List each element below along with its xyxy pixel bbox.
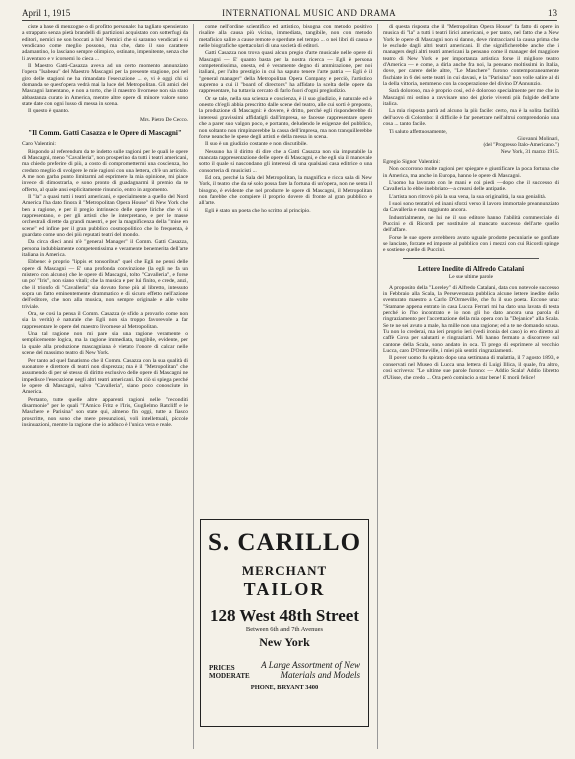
paragraph: L'artista non ritrovò più la sua vena, la sua originalità, la sua genialità. bbox=[389, 193, 547, 200]
column-3 bbox=[383, 24, 559, 749]
tailor-advertisement bbox=[200, 519, 369, 727]
paragraph: L'uomo ha lavorato con le mani e coi piedi —dopo che il successo di Cavalleria lo ebbe inebbriato—a crearsi delle antipatie. bbox=[383, 179, 559, 193]
paragraph: Ti saluto affettuosamente, bbox=[389, 128, 447, 135]
ad-cross-streets: Between 6th and 7th Avenues bbox=[245, 626, 324, 633]
paragraph: A proposito della "Loreley" di Alfredo Catalani, data con notevole successo in Febbraio alla Scala, la Perseveranza pubblica alcune lettere inedite dello sventurato maestro a Carlo D'Ormeville, che fu il suo poeta. Eccone una: "Stamane appena entrato in casa Lucca Ferrari mi ha dato una lavata di testa perché io l'ho incontrato e io non gli ho dato ancora una parola di ringraziamento per l'accettazione della mia opera con la "Dejanice" alla Scala. Se te ne sei avuto a male, ha mille non una ragione; ed a te ne domando scusa. Tu non lo crederai, ma ieri proprio ieri (vedi ironia del caso) io ero diretto al caffè Cova per salutarti e ringraziarti. Mi hanno fermato a discorrere sul cantone della Scala, sono andato in oca. Ti prego di esprimere al vecchio Lucca, caro D'Ormeville, i miei più sentiti ringraziamenti. bbox=[383, 284, 559, 355]
paragraph: Il questo è quanto. bbox=[28, 108, 70, 115]
paragraph: Da circa dieci anni n'è "general Manager" il Comm. Gatti Casazza, persona indubbiamente competentissima e veramente benemerita dell'arte italiana in America. bbox=[22, 239, 188, 258]
paragraph: Il Maestro Gatti-Casazza aveva ad un certo momento annunziato l'opera "Isabeau" del Maestro Mascagni per la presente stagione, poi nel giro delle stagioni ne ha rimandato l'esecuzione ... e, vi è oggi chi si domanda se quest'opera vedrà mai la luce del Metropolitan. Gli amici del Mascagni lamentano, e non a torto, che il maestro livornese non sia stato abbastanza curato in America, mentre altre opere di minore valore sono state date con ogni lusso di messa in scena. bbox=[22, 63, 188, 108]
paragraph: Gatti Casazza non trova quasi alcun pregio d'arte musicale nelle opere di Mascagni — E' quanto basta per la nostra ricerca — Egli è persona competentissima, onesta, ed è veramente degno di ammirazione, per noi italiani, per l'alto prestigio in cui ha saputo tenere l'arte patria — Egli è il "general manager" della Metropolitan Opera Company e perciò, l'artistico supremo a cui il "board of directors" ha affidato la scelta delle opere da rappresentare, ha tuttavia cercato di farlo fuori d'ogni pregiudizio. bbox=[199, 50, 372, 95]
paragraph: Una tal ragione non mi pare sia una ragione veramente o semplicemente logica, ma la ragione immediata, tangibile, evidente, per la quale alla produzione mascagniana è vietato l'onore di calcar nelle scene del massimo teatro di New York. bbox=[22, 331, 188, 357]
ad-city: New York bbox=[259, 635, 310, 649]
paragraph: Nessuno ha il diritto di dire che a Gatti Casazza non sia imputabile la mancata rappresentazione delle opere di Mascagni, e che egli sia il manovale sotto il quale si nascondano gli interessi di una qualsiasi casa editrice o una consorteria di musicisti ... bbox=[199, 148, 372, 174]
paragraph: Egli è stato un poeta che ho scritto al principio. bbox=[205, 207, 311, 214]
paragraph: Or se tale, nella sua scienza e coscienza, è il suo giudizio, è naturale ed è onesto ch'egli abbia prescritto dalle scene del teatro, alle cui sorti è preposto, la produzione di Mascagni: è dovere, è dritto, perché egli risponderebbe di interessi gravissimi affidatigli dall'impresa, se facesse rappresentare opere che a parer suo valgon poco, e portanto, deludendo le esigenze del pubblico, non soltanto non rimpinzerebbe la cassa dell'impresa, ma non tranquillerebbe forse neanche le spese degli artisti e della messa in scena. bbox=[199, 95, 372, 140]
ad-assortment: A Large Assortment of New Materials and Models bbox=[261, 660, 360, 680]
ad-street-address: 128 West 48th Street bbox=[209, 606, 360, 625]
divider bbox=[403, 258, 539, 259]
paragraph: Industrialmente, ne lui ne il suo editore hanno l'abilità commerciale di Puccini e di Ricordi per sostituire al mancato successo dell'arte quello dell'affare. bbox=[383, 214, 559, 234]
paragraph: ciste a base di menzogne o di profitto personale: ha tagliato spensierato a strappato senza pietà brandelli di partizioni acquistato con sotterfugi da editori, nemici ne son boccati a his! Nemici che si saranno vendicati e si vendicano come meglio possono, ma che, dato il suo carattere adamantino, lo lasciano sempre olimpico, ostinato, impenitente, senza che li aventuro e v icorsemi lo cieca ... bbox=[22, 24, 188, 62]
paragraph: Sarà doloroso, ma è proprio così, ed è doloroso specialmente per me che in Mascagni mi ostino a ravvisare uno dei glorie viventi più fulgide dell'arte italica. bbox=[383, 88, 559, 108]
ad-bottom-row bbox=[201, 660, 368, 680]
signature-place: New York, 31 marzo 1915. bbox=[500, 148, 559, 155]
salutation: Egregio Signor Valentini: bbox=[383, 158, 441, 165]
paragraph: Rispondo al referendum da te indetto sulle ragioni per le quali le opere di Mascagni, meno "Cavalleria", non prosperino da tutti i teatri americani, ma chiedo preferire di più, a costo di compromettermi una coscienza, ho creduto meglio di svolgere le mie ragioni con una lettera, ch'è un articolo. A me non garba punto limitarmi ad esprimere la mia opinione, mi piace invece di dimostrarla, e sono pronto di guadagnarmi il premio da te offerto, al quale ansi esplicitamente rinuncio, entro in argomento. bbox=[22, 148, 188, 193]
paragraph: La mia risposta parrà ad alcuno la più facile: certo, ma è la solita facilità dell'uovo di Colombo: il difficile è far penetrare nell'altrui comprendonio una cosa ... tanto facile. bbox=[383, 108, 559, 128]
article-title bbox=[383, 265, 559, 281]
signature-name: Giovanni Molinari, bbox=[517, 135, 559, 142]
paragraph: Il pover uomo fu spirato dopo una settimana di malattia, il 7 agosto 1893, e conservati nel Museo di Lucca una lettera di Luigi Illica, il quale, fra altro, così scriveva: "Le ultime sue parole furono: — Addio Scala! Addio libretto d'Ulisse, che credo ... Ora però comincio a star bene! E moriì felice! bbox=[383, 355, 559, 381]
article-title: "Il Comm. Gatti Casazza e le Opere di Mascagni" bbox=[28, 129, 182, 138]
ad-merchant-label: MERCHANT bbox=[241, 563, 328, 578]
column-rule-left bbox=[193, 24, 194, 749]
paragraph: Ora, se così la pensa il Comm. Casazza (e sfido a provarlo come non sia la verità) è naturale che Egli non sia troppo favorevole a far rappresentare le opere del maestro livornese al Metropolitan. bbox=[22, 311, 188, 330]
signature-org: (del "Progresso Italo-Americano.") bbox=[483, 142, 559, 149]
column-2 bbox=[199, 24, 372, 515]
paragraph: Forse le sue opere avrebbero avuto uguale prodotte pecuniarie se gonfiate se lanciate, forzate ed imposte al pubblico con i mezzi con cui Ricordi spinge e sostiene quelle di Puccini. bbox=[383, 234, 559, 254]
column-rule-right bbox=[377, 24, 378, 749]
article-subtitle: Le sue ultime parole bbox=[448, 273, 494, 280]
ad-tailor-label: TAILOR bbox=[243, 579, 326, 599]
salutation: Caro Valentini: bbox=[22, 141, 56, 148]
ad-merchant-name: S. CARILLO bbox=[207, 529, 362, 556]
issue-date: April 1, 1915 bbox=[22, 8, 71, 18]
signature: Mrs. Pietro De Cecco. bbox=[139, 116, 188, 123]
column-1 bbox=[22, 24, 188, 749]
paragraph: Per tanto ad quel fanatismo che il Comm. Casazza con la sua qualità di suonatore e direttore di teatri non disprezza; ma è il "Metropolitan" che assumendo di per sé stesso di diritto esclusivo delle opere di Mascagni ne impedisce l'esecuzione negli altri teatri americani. Da ciò si spiega perché le opere di Mascagni, salvo "Cavalleria", siano poco conosciute in America. bbox=[22, 357, 188, 396]
paragraph: I suoi sono tentativi ed inani sforzi verso il lavoro immortale preannunziato da Cavalleria e non raggiunto ancora. bbox=[383, 200, 559, 214]
paragraph: Non occorrono molte ragioni per spiegare e giustificare la poca fortuna che in America, ma anche in Europa, hanno le opere di Mascagni. bbox=[383, 166, 559, 179]
ad-prices: PRICES MODERATE bbox=[209, 664, 250, 680]
page-number: 13 bbox=[547, 8, 557, 18]
paragraph: Il "la" a quasi tutti i teatri americani, e specialmente a quello del Nord America l'ha dato finora il "Metropolitan Opera House" di New York che ben a ragione, e per il pregio intrinseco delle opere liriche che vi si rappresentano, e per gli artisti che le interpretano, e per le masse orchestrali dirette da grandi maestri, e per la magnificenza della "mise en scene" ed infine per il gran pubblico cosmopolitico che lo frequenta, è guardato come uno dei più reputati teatri del mondo. bbox=[22, 193, 188, 238]
ad-phone: PHONE, BRYANT 3400 bbox=[250, 684, 319, 691]
page-header bbox=[22, 6, 557, 21]
paragraph: di questa risposta che il "Metropolitan Opera House" fa fatto di opere in musica di "la" a tutti i teatri lirici americani, e per tanto, nel fatto che a New York le opere di Mascagni non si danno, deve rintracciarsi la causa prima che le esclude dagli altri teatri americani. Il che significherebbe anche che i managers degli altri teatri americani la pensano come il manager del maggiore teatro di New York e per importanza artistica forse il migliore teatro d'America — e come, a dirla anche fra noi, la pensano moltissimi in Italia, dove, per carere delle altre, "Le Maschere" furono contemporaneamente fischiate in 6 dei sette teatri in cui davasi, e la "Parisina" non volle salire al di la della vittoria, nemmeno con la cooperazione del divino D'Annunzio. bbox=[383, 24, 559, 88]
article-title-text: Lettere Inedite di Alfredo Catalani bbox=[417, 264, 525, 273]
publication-title: INTERNATIONAL MUSIC AND DRAMA bbox=[222, 8, 397, 18]
paragraph: Ed ora, perché la Sala del Metropolitan, la magnifica e ricca sala di New York, il teatro che da sé solo possa fare la fortuna di un'opera, non ne senta il bisogno, è evidente che nel produrre le opere di Mascagni, il Metropolitan non farebbe che compiere il proprio dovere di fronte al gran pubblico e all'arte. bbox=[199, 174, 372, 207]
paragraph: Ebbene: è proprio "lippis et tonsoribus" quel che Egli ne pensi delle opere di Mascagni — E' una profonda convinzione (la egli ne fa un mistero con alcuno) che le opere di Mascagni, tolto "Cavalleria", e forse un po' "Iris", non siano vitali; che la musica e per lui finito, e crede, anzi, che il trionfo di "Cavalleria" sia dovuto forse più al libretto, intessuto sopra un fatto eminentemente drammatico e di sicuro effetto nell'azione dell'editore, che non alla musica, non sempre originale e alle volte triviale. bbox=[22, 259, 188, 310]
paragraph: Il suo è un giudizio costante e non discutibile. bbox=[205, 141, 308, 148]
paragraph: come nell'ordine scientifico ed artistico, bisogna con metodo positivo risalire alla causa più vicina, immediata, tangibile, non con metodo metafisico salire a cause remote e sperdute nel tempo ... o nei libri di causa e nelle biografiche spettacolari di una società di editori. bbox=[199, 24, 372, 50]
paragraph: Pertanto, tutte quelle altre apparenti ragioni nelle "reconditi disarmonie" per le quali "l'Amico Fritz e l'Iris, Guglielmo Ratcliff e le Maschere e Parisina" son state qui, almeno fin oggi, tutte a fiasco proscritte, non sono che mere presunzioni, voli intellettuali, piccole insinuazioni, mentre la ragione che io adduco è l'unica vera e reale. bbox=[22, 396, 188, 428]
